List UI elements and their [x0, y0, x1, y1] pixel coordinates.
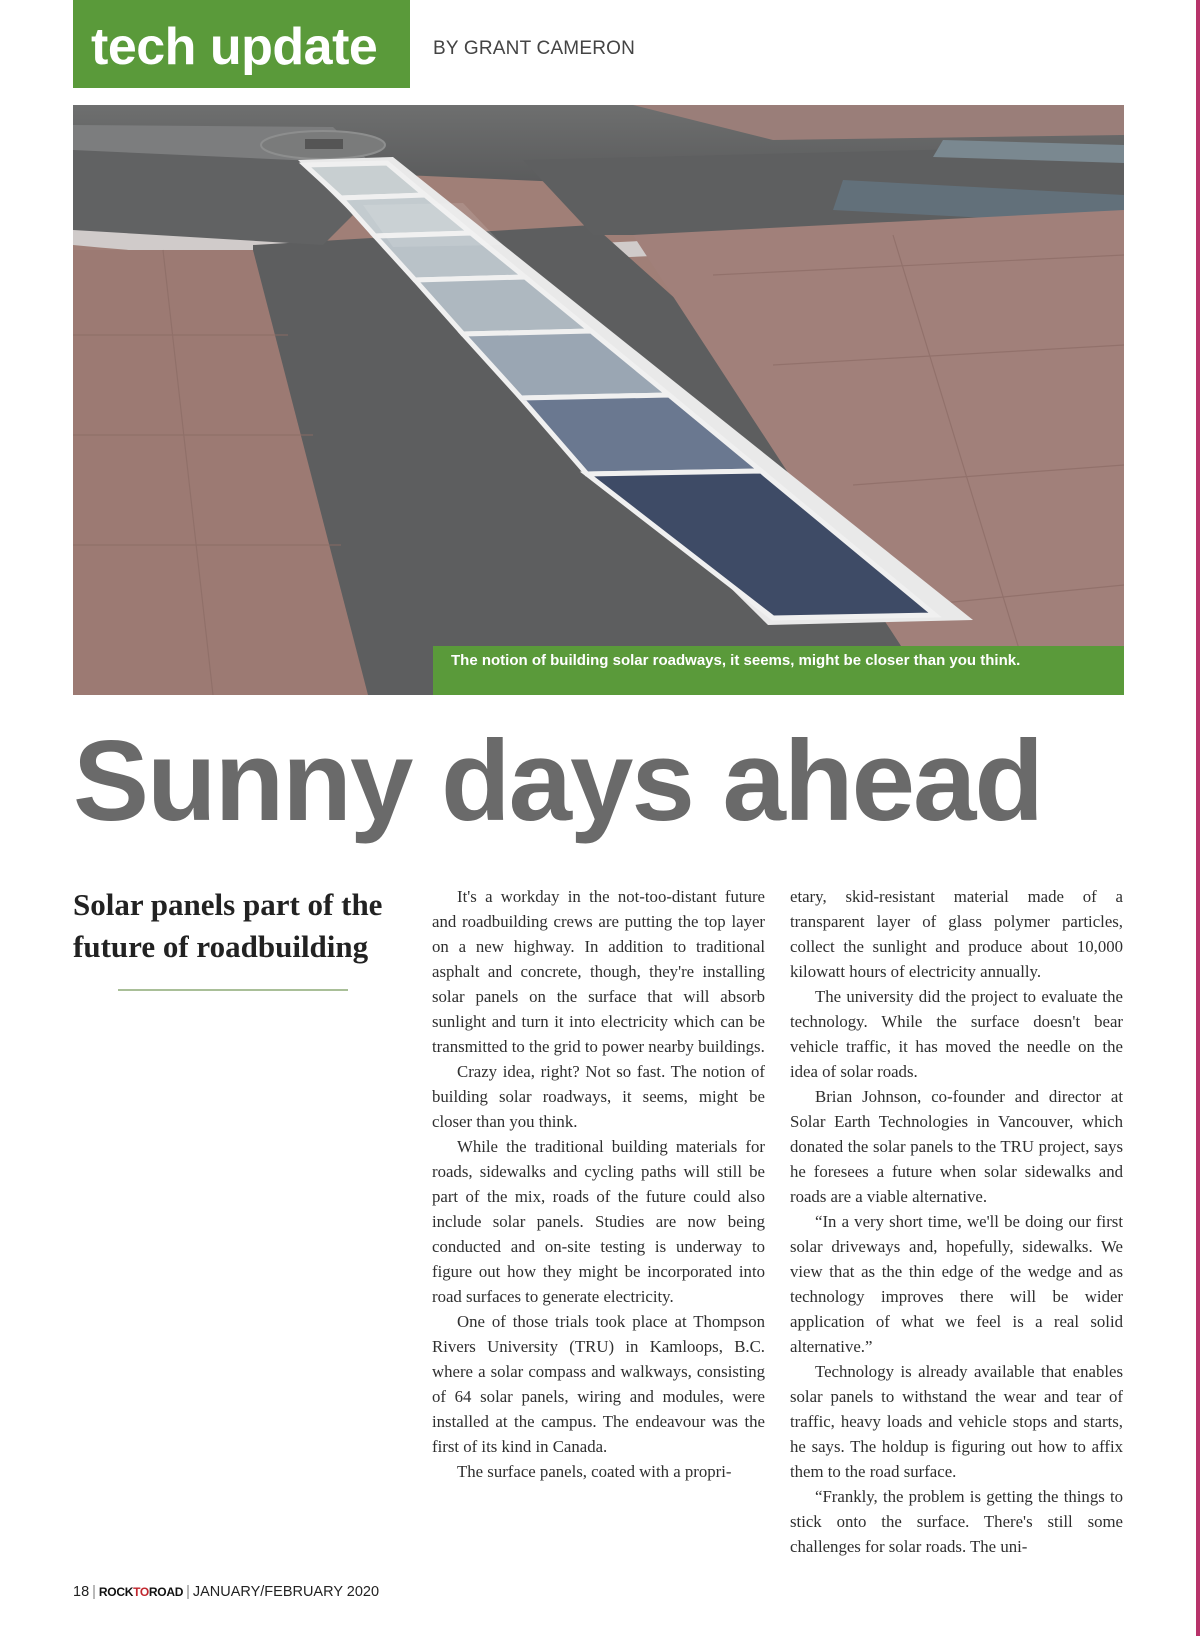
paragraph: It's a workday in the not-too-distant future and roadbuilding crews are putting the top layer on a new highway. In addition to traditional asphalt and concrete, though, they're installing solar panels on the surface that will absorb sunlight and turn it into electricity which can be transmitted to the grid to power nearby buildings. — [432, 887, 765, 1056]
body-column-1 — [432, 884, 765, 1484]
page-edge-bar — [1196, 0, 1200, 1636]
issue-date: JANUARY/FEBRUARY 2020 — [192, 1584, 380, 1600]
section-tag: tech update — [73, 0, 410, 88]
paragraph: Technology is already available that enables solar panels to withstand the wear and tear of traffic, heavy loads and vehicle stops and starts, he says. The holdup is figuring out how to affix them to the road surface. — [790, 1362, 1123, 1481]
paragraph: Crazy idea, right? Not so fast. The notion of building solar roadways, it seems, might be closer than you think. — [432, 1062, 765, 1131]
article-photo — [73, 105, 1124, 695]
paragraph: “Frankly, the problem is getting the things to stick onto the surface. There's still some challenges for solar roads. The uni- — [790, 1487, 1123, 1556]
paragraph: The university did the project to evaluate the technology. While the surface doesn't bear vehicle traffic, it has moved the needle on the idea of solar roads. — [790, 987, 1123, 1081]
solar-walkway-photo — [73, 105, 1124, 695]
paragraph: “In a very short time, we'll be doing our first solar driveways and, hopefully, sidewalks. We view that as the thin edge of the wedge and as technology improves there will be wider application of what we feel is a real solid alternative.” — [790, 1212, 1123, 1356]
deck-divider — [118, 989, 348, 991]
footer-separator: | — [186, 1584, 190, 1600]
paragraph: etary, skid-resistant material made of a transparent layer of glass polymer particles, collect the sunlight and produce about 10,000 kilowatt hours of electricity annually. — [790, 887, 1123, 981]
magazine-logo: ROCKTOROAD — [98, 1585, 184, 1599]
paragraph: One of those trials took place at Thompson Rivers University (TRU) in Kamloops, B.C. where a solar compass and walkways, consisting of 64 solar panels, wiring and modules, were installed at the campus. The endeavour was the first of its kind in Canada. — [432, 1312, 765, 1456]
photo-caption: The notion of building solar roadways, it seems, might be closer than you think. — [433, 646, 1124, 695]
article-deck: Solar panels part of the future of roadbuilding — [73, 887, 383, 964]
byline: BY GRANT CAMERON — [433, 38, 636, 59]
paragraph: Brian Johnson, co-founder and director at Solar Earth Technologies in Vancouver, which donated the solar panels to the TRU project, says he foresees a future when solar sidewalks and roads are a viable alternative. — [790, 1087, 1123, 1206]
paragraph: The surface panels, coated with a propri- — [457, 1462, 732, 1481]
page-footer — [73, 1584, 379, 1600]
page-number: 18 — [73, 1584, 90, 1600]
body-column-2 — [790, 884, 1123, 1559]
article-headline: Sunny days ahead — [73, 718, 1043, 845]
paragraph: While the traditional building materials for roads, sidewalks and cycling paths will still be part of the mix, roads of the future could also include solar panels. Studies are now being conducted and on-site testing is underway to figure out how they might be incorporated into road surfaces to generate electricity. — [432, 1137, 765, 1306]
footer-separator: | — [92, 1584, 96, 1600]
